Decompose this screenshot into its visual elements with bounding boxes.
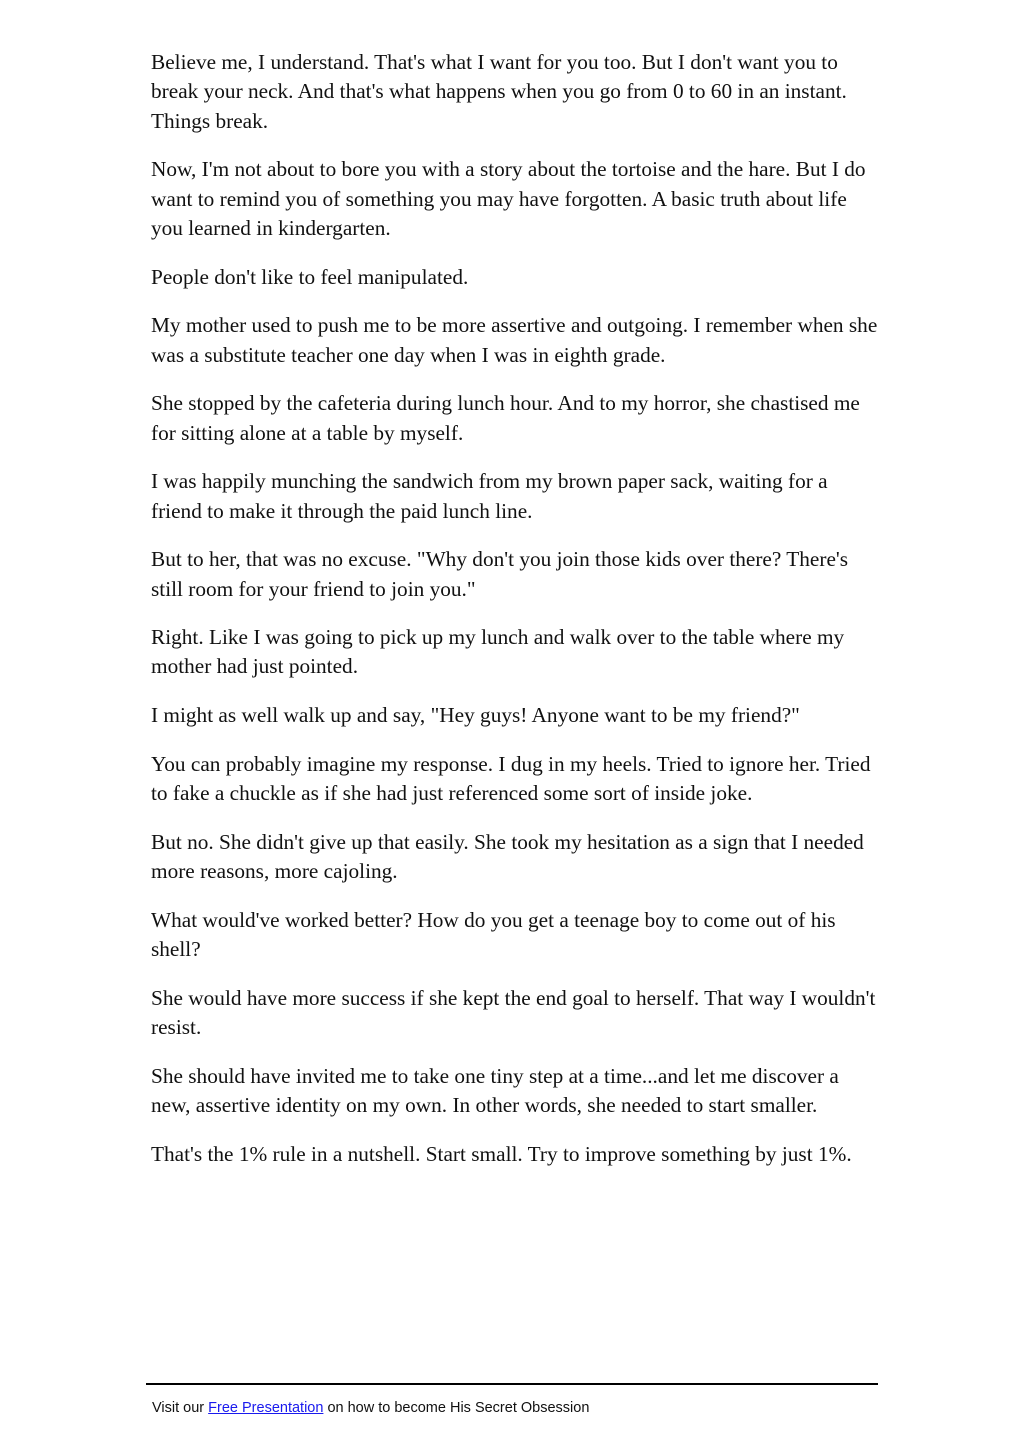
footer-divider [146,1383,878,1385]
paragraph: I was happily munching the sandwich from my brown paper sack, waiting for a friend to make it through the paid lunch line. [151,469,828,523]
footer-suffix: on how to become His Secret Obsession [323,1400,590,1416]
paragraph: But to her, that was no excuse. "Why don't you join those kids over there? There's still room for your friend to join you." [151,547,849,601]
paragraph: She would have more success if she kept the end goal to herself. That way I wouldn't resist. [151,985,876,1040]
body-text [151,48,881,1188]
free-presentation-link[interactable]: Free Presentation [208,1400,324,1416]
paragraph: She should have invited me to take one tiny step at a time...and let me discover a new, assertive identity on my own. In other words, she needed to start smaller. [151,1063,839,1118]
paragraph: People don't like to feel manipulated. [151,264,469,289]
paragraph: She stopped by the cafeteria during lunch hour. And to my horror, she chastised me for sitting alone at a table by myself. [151,391,860,445]
footer [152,1399,589,1417]
paragraph: That's the 1% rule in a nutshell. Start small. Try to improve something by just 1%. [151,1141,852,1166]
footer-prefix: Visit our [152,1400,209,1416]
paragraph: My mother used to push me to be more assertive and outgoing. I remember when she was a substitute teacher one day when I was in eighth grade. [151,313,878,367]
paragraph: But no. She didn't give up that easily. She took my hesitation as a sign that I needed more reasons, more cajoling. [151,829,864,884]
paragraph: Now, I'm not about to bore you with a story about the tortoise and the hare. But I do want to remind you of something you may have forgotten. A basic truth about life you learned in kindergarten. [151,157,866,240]
paragraph: Believe me, I understand. That's what I want for you too. But I don't want you to break your neck. And that's what happens when you go from 0 to 60 in an instant. Things break. [151,50,847,133]
paragraph: I might as well walk up and say, "Hey guys! Anyone want to be my friend?" [151,703,800,728]
paragraph: Right. Like I was going to pick up my lunch and walk over to the table where my mother had just pointed. [151,625,845,679]
paragraph: You can probably imagine my response. I dug in my heels. Tried to ignore her. Tried to fake a chuckle as if she had just referenced some sort of inside joke. [151,751,871,806]
paragraph: What would've worked better? How do you get a teenage boy to come out of his shell? [151,907,836,962]
